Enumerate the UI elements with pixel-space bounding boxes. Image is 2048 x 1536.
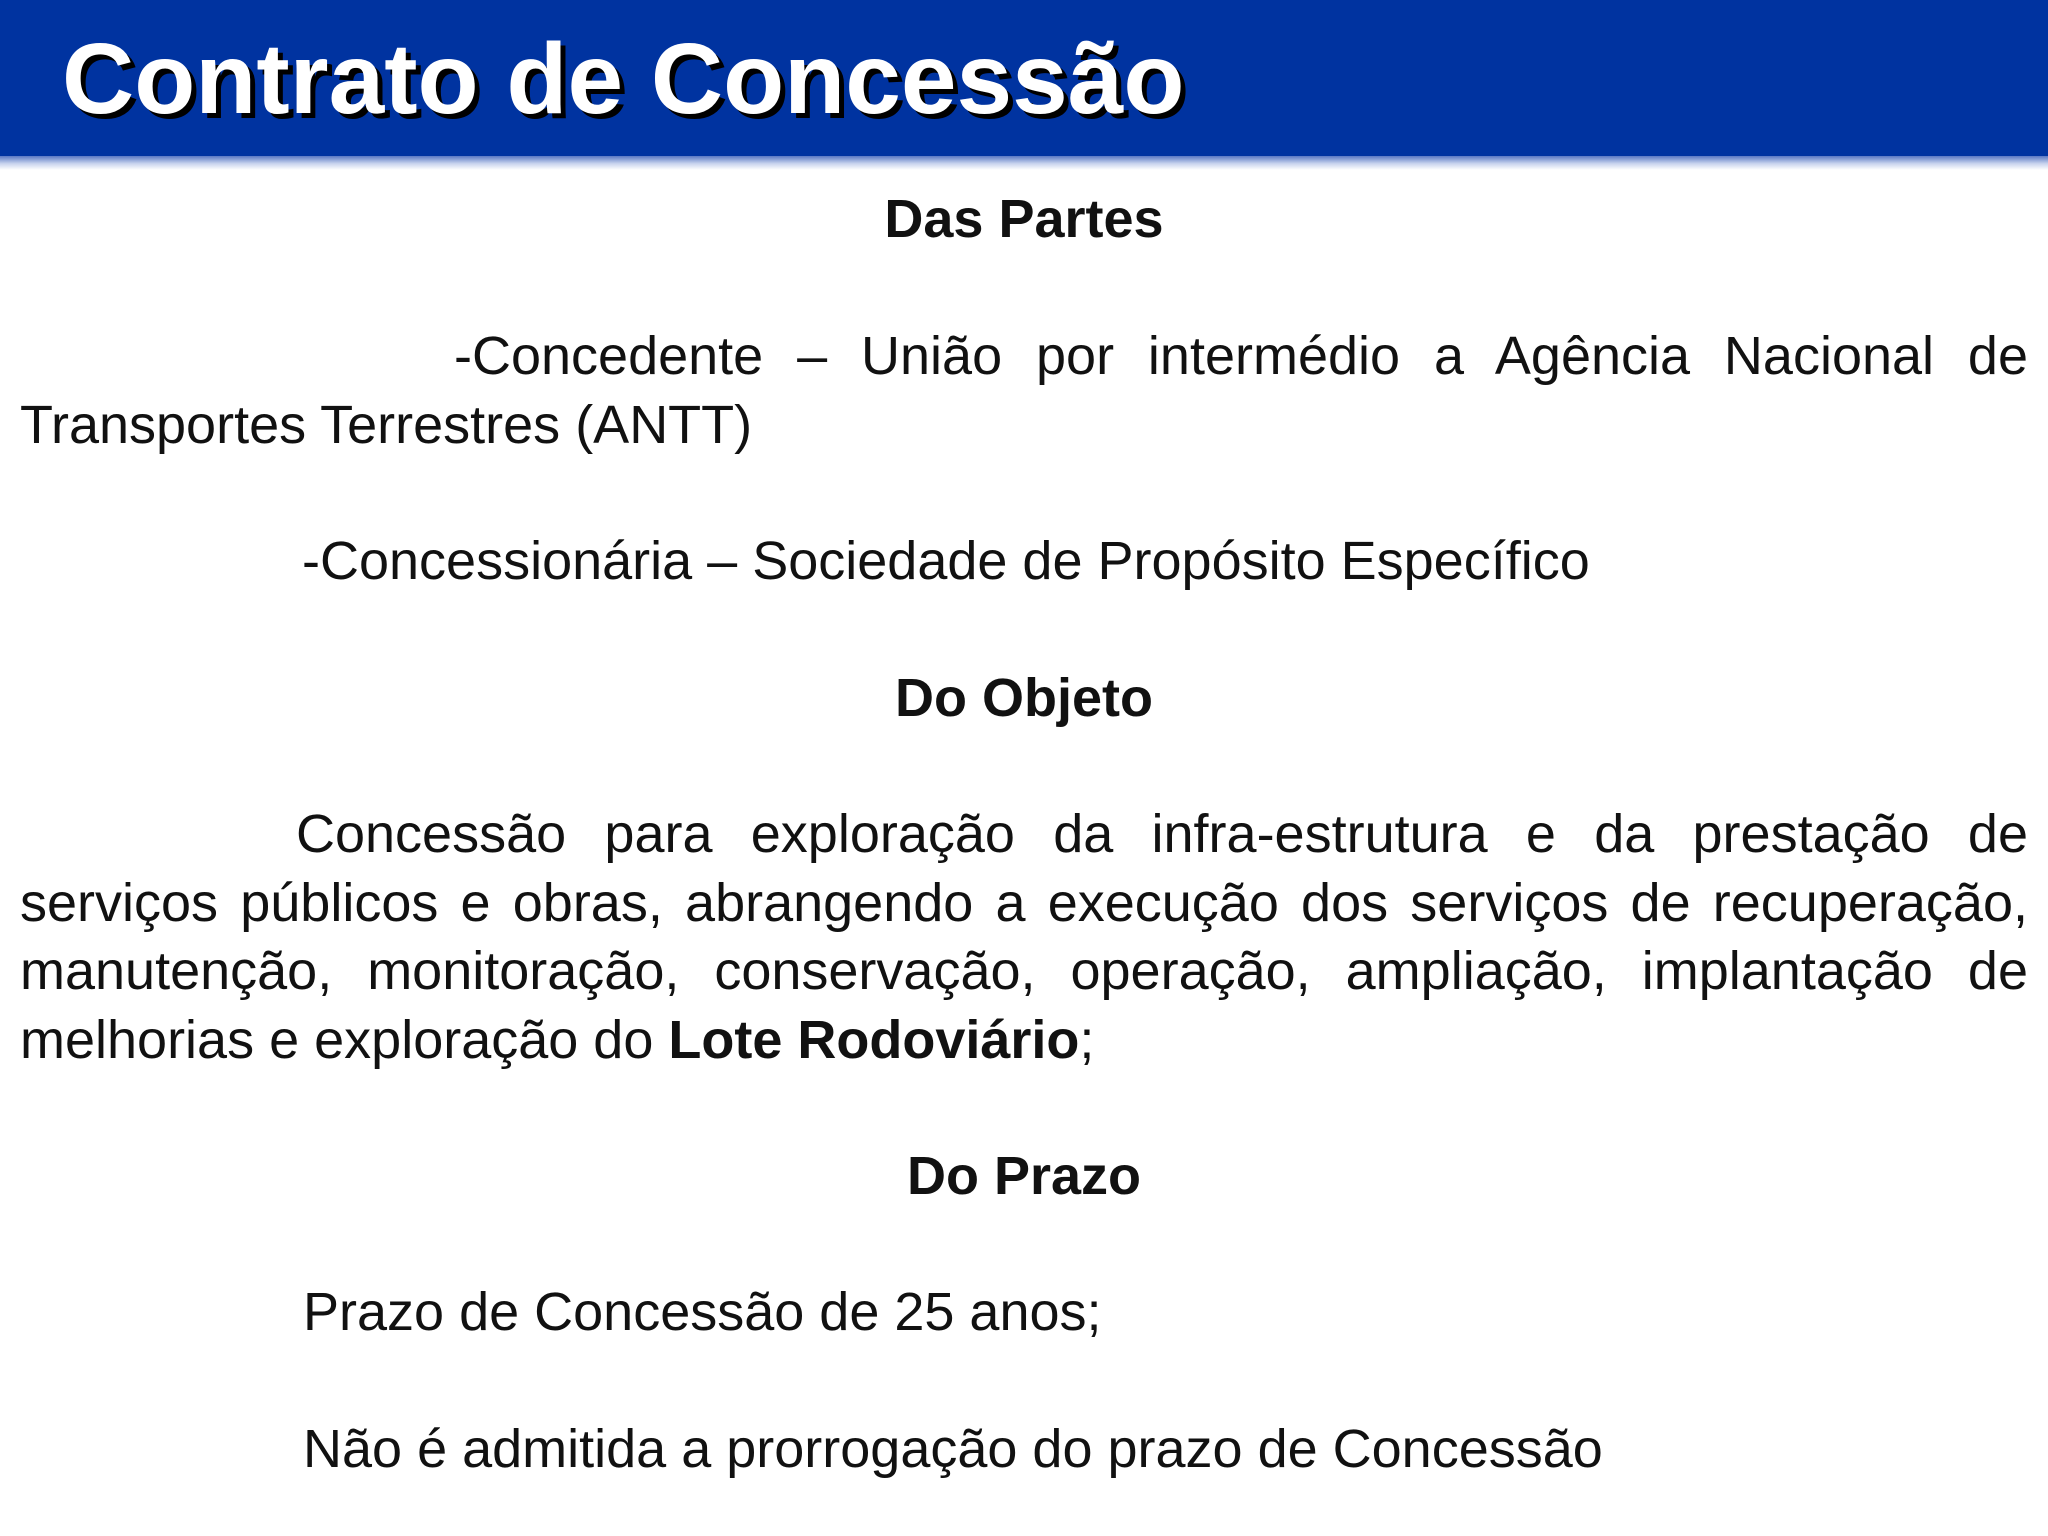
section-heading-prazo: Do Prazo (906, 1146, 1142, 1206)
objeto-text-end: ; (1079, 1009, 1095, 1070)
objeto-text: Concessão para exploração da infra-estrutura e da prestação de serviços públicos e obras, abrangendo a execução dos serviços de recuperação, manutenção, monitoração, conservação, operação, ampliação, implantação de melhorias e exploração do (20, 804, 2028, 1070)
objeto-paragraph (20, 800, 2028, 1074)
prazo-line-1: Prazo de Concessão de 25 anos; (303, 1282, 1102, 1342)
prazo-line-2: Não é admitida a prorrogação do prazo de Concessão (303, 1419, 1603, 1479)
objeto-text-bold: Lote Rodoviário (668, 1009, 1080, 1070)
title-bar (0, 0, 2048, 162)
concessionaria-paragraph: -Concessionária – Sociedade de Propósito Específico (302, 531, 1590, 591)
title-bar-shadow (0, 156, 2048, 170)
slide-title: Contrato de Concessão (62, 23, 1185, 135)
concedente-paragraph: -Concedente – União por intermédio a Agência Nacional de Transportes Terrestres (ANTT) (20, 326, 2028, 455)
section-heading-objeto: Do Objeto (895, 668, 1153, 728)
section-heading-partes: Das Partes (884, 189, 1164, 249)
